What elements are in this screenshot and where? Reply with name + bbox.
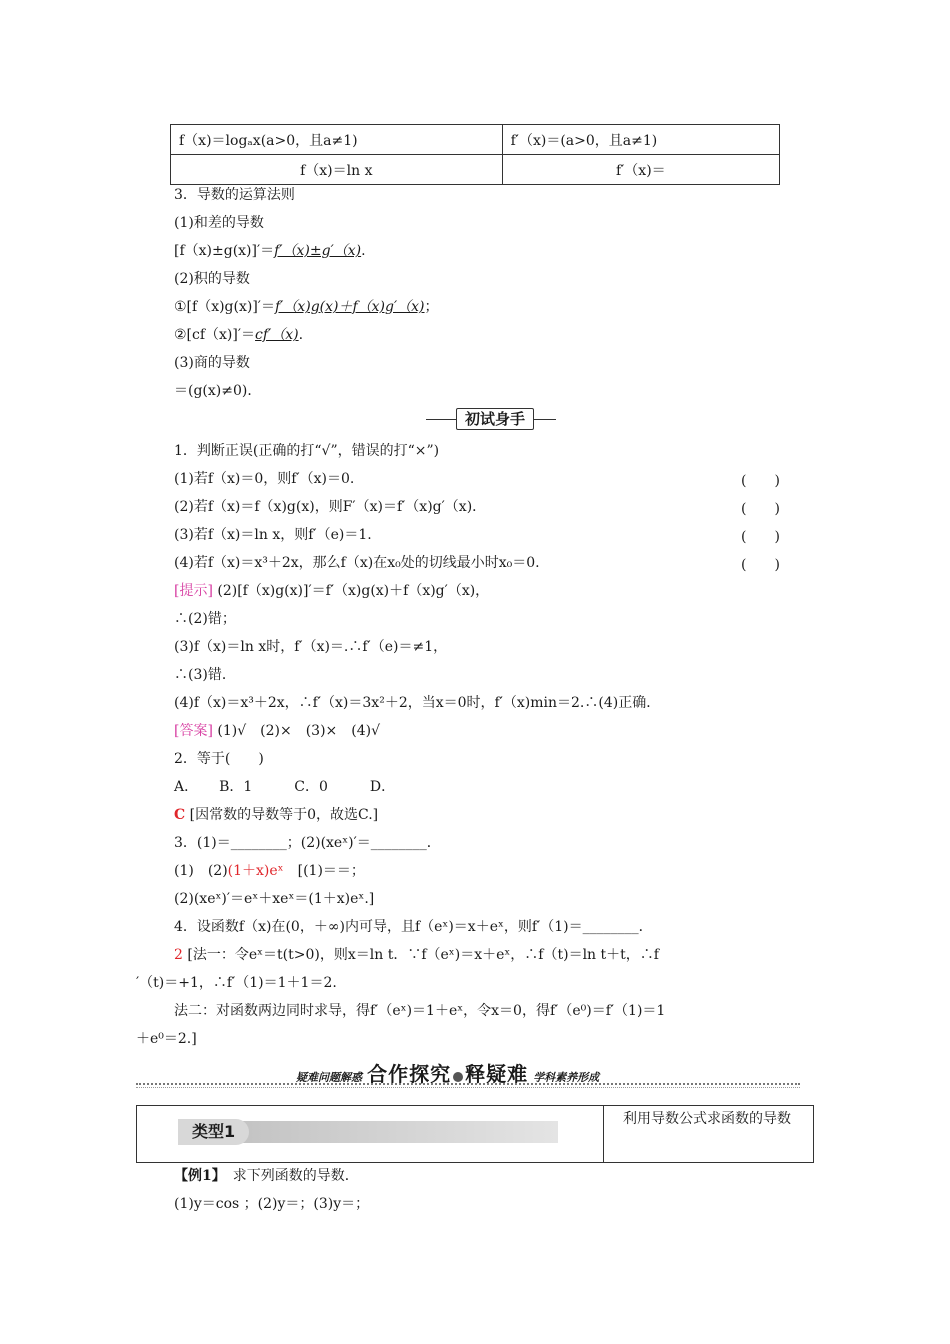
table-cell: f（x)＝logₐx(a>0，且a≠1) [171, 125, 503, 155]
answer-blank-paren: ( ) [741, 529, 780, 545]
dotted-divider [136, 1087, 800, 1088]
answer-highlight: (1＋x)eˣ [227, 863, 284, 879]
table-cell: f（x)＝ln x [171, 155, 503, 185]
dotted-divider [136, 1083, 800, 1085]
q3-answer-line: (2)(xeˣ)′＝eˣ＋xeˣ＝(1＋x)eˣ.] [174, 891, 375, 907]
q2-answer [174, 806, 378, 824]
q1-hint-line: ∴(2)错； [174, 611, 236, 627]
answer-text: (1) (2) [174, 863, 228, 879]
punct: . [298, 327, 304, 343]
q1-item-2: (2)若f（x)＝f（x)g(x)，则F′（x)＝f′（x)g′（x)． [174, 499, 487, 515]
circle-arrow-icon [453, 1072, 463, 1082]
table-cell: f′（x)＝(a>0，且a≠1) [502, 125, 779, 155]
prod-title: (2)积的导数 [174, 271, 250, 287]
answer-blank-paren: ( ) [741, 501, 780, 517]
hint-tag: [提示] [174, 583, 213, 599]
banner-left: 疑难问题解惑 [296, 1071, 362, 1084]
q1-hint-line: (4)f（x)＝x³＋2x，∴f′（x)＝3x²＋2，当x＝0时，f′（x)min＝2.∴(4)正确． [174, 695, 661, 711]
example-heading [174, 1167, 359, 1185]
q1-answer [174, 722, 380, 740]
prod1-lhs: ①[f（x)g(x)]′＝ [174, 299, 275, 315]
q1-item-1: (1)若f（x)＝0，则f′（x)＝0. [174, 471, 355, 487]
answer-number: 2 [174, 947, 183, 963]
banner-main: 释疑难 [465, 1062, 529, 1086]
answer-text: [(1)＝＝； [283, 863, 365, 879]
q1-hint-line: ∴(3)错． [174, 667, 236, 683]
rules-heading: 3．导数的运算法则 [174, 187, 295, 203]
punct: ； [424, 299, 439, 315]
example-text: 求下列函数的导数． [218, 1168, 359, 1184]
type-label: 类型1 [178, 1119, 249, 1145]
sum-lhs: [f（x)±g(x)]′＝ [174, 243, 275, 259]
answer-text: [因常数的导数等于0，故选C.] [185, 807, 379, 823]
q4-solution-line: 法二：对函数两边同时求导，得f′（eˣ)＝1＋eˣ，令x＝0，得f′（e⁰)＝f′（1)＝1 [174, 1003, 666, 1019]
sum-rule [174, 242, 366, 260]
section-title: 初试身手 [456, 408, 534, 430]
table-cell: f′（x)＝ [502, 155, 779, 185]
banner-main: 合作探究 [367, 1062, 452, 1086]
answer-letter: C [174, 807, 186, 823]
q3-stem: 3．(1)＝________；(2)(xeˣ)′＝________． [174, 835, 441, 851]
quot-rule: ＝(g(x)≠0)． [174, 383, 262, 399]
prod-rule-2 [174, 326, 303, 344]
q1-stem: 1．判断正误(正确的打“√”，错误的打“×”) [174, 443, 440, 459]
prod-rule-1 [174, 298, 439, 316]
section-banner-explore [136, 1058, 800, 1088]
q1-item-4: (4)若f（x)＝x³＋2x，那么f（x)在x₀处的切线最小时x₀＝0. [174, 555, 540, 571]
type-description: 利用导数公式求函数的导数 [623, 1111, 791, 1127]
example-tag: 【例1】 [174, 1168, 219, 1184]
prod1-rhs-answer: f′（x)g(x)＋f（x)g′（x) [274, 299, 425, 315]
quot-title: (3)商的导数 [174, 355, 250, 371]
q2-stem: 2．等于( ) [174, 751, 264, 767]
hint-text: (2)[f（x)g(x)]′＝f′（x)g(x)＋f（x)g′（x)， [212, 583, 490, 599]
answer-text: (1)√ (2)× (3)× (4)√ [212, 723, 381, 739]
answer-text: [法一：令eˣ＝t(t>0)，则x＝ln t．∵f（eˣ)＝x＋eˣ，∴f（t)＝ln t＋t，∴f [182, 947, 659, 963]
q1-hint [174, 582, 489, 600]
q4-stem: 4．设函数f（x)在(0，＋∞)内可导，且f（eˣ)＝x＋eˣ，则f′（1)＝________． [174, 919, 653, 935]
answer-blank-paren: ( ) [741, 473, 780, 489]
q4-solution [174, 946, 659, 964]
prod2-lhs: ②[cf（x)]′＝ [174, 327, 256, 343]
answer-blank-paren: ( ) [741, 557, 780, 573]
banner-right: 学科素养形成 [533, 1071, 600, 1084]
example-line: (1)y＝cos ；(2)y＝；(3)y＝； [174, 1196, 370, 1212]
prod2-rhs-answer: cf′（x) [255, 327, 299, 343]
q1-hint-line: (3)f（x)＝ln x时，f′（x)＝.∴f′（e)＝≠1， [174, 639, 448, 655]
answer-tag: [答案] [174, 723, 213, 739]
q4-solution-line: ＋e⁰＝2.] [136, 1031, 197, 1047]
sum-title: (1)和差的导数 [174, 215, 264, 231]
section-banner-try [426, 407, 556, 429]
punct: . [361, 243, 366, 259]
q2-options: A． B．1 C．0 D． [174, 779, 396, 795]
sum-rhs-answer: f′（x)±g′（x) [274, 243, 362, 259]
derivative-formula-table [170, 124, 780, 185]
q3-answer [174, 862, 365, 880]
q1-item-3: (3)若f（x)＝ln x，则f′（e)＝1. [174, 527, 372, 543]
q4-solution-line: ′（t)＝+1，∴f′（1)＝1＋1＝2. [136, 975, 337, 991]
type-label-bar [178, 1121, 558, 1143]
